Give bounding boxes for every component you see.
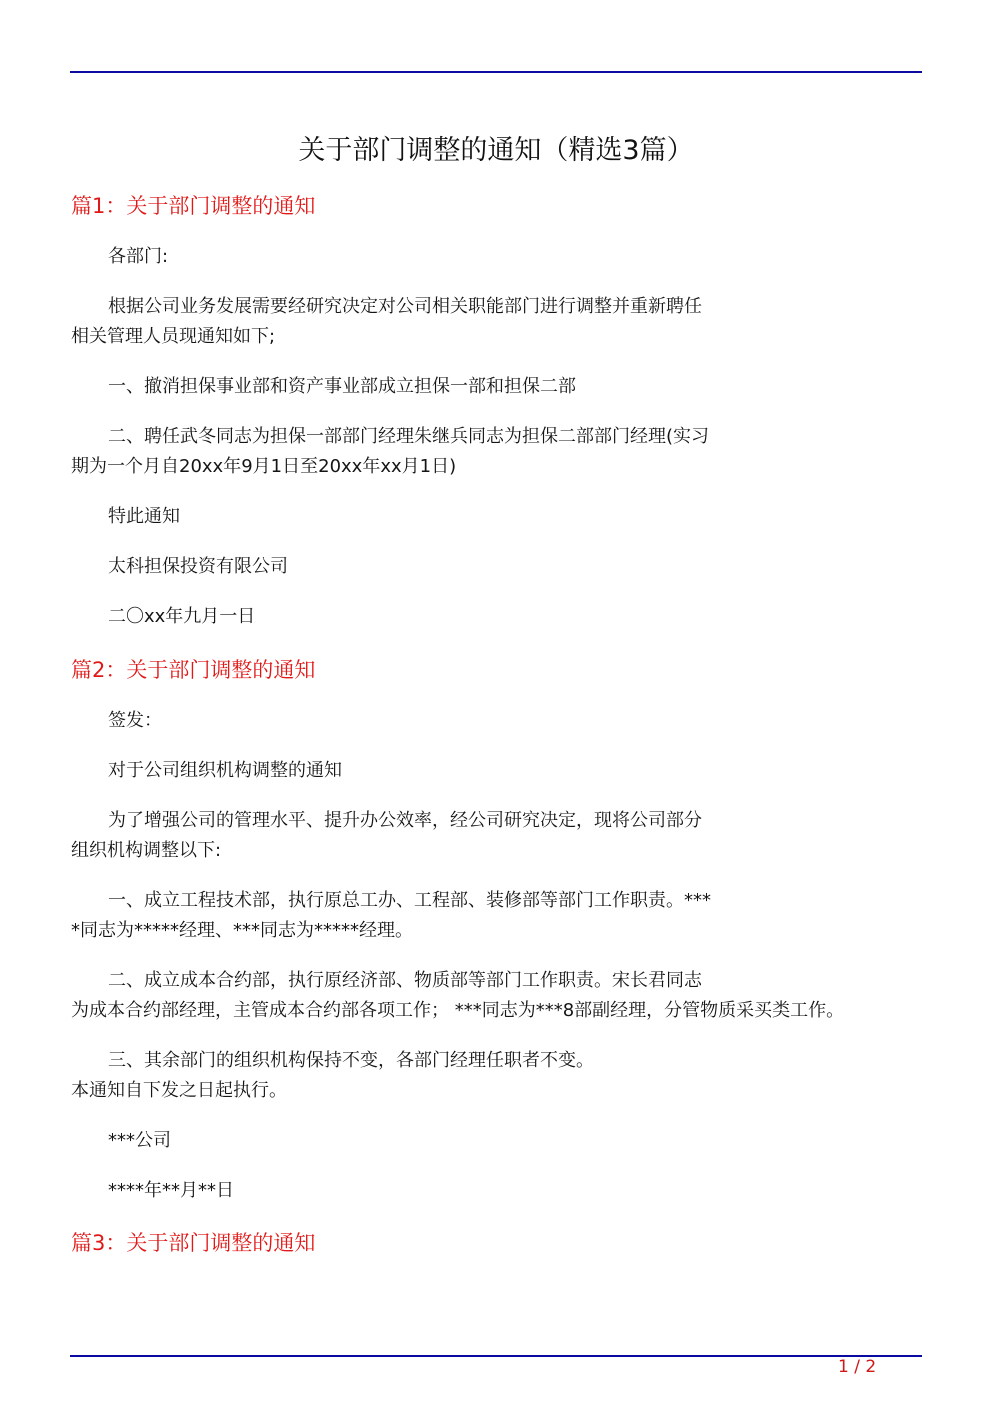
section-heading-1: 篇1：关于部门调整的通知 — [71, 194, 316, 218]
page-number: 1 / 2 — [838, 1357, 877, 1377]
signature-date: 二〇xx年九月一日 — [108, 606, 256, 627]
signature-date: ****年**月**日 — [108, 1180, 234, 1201]
paragraph: 根据公司业务发展需要经研究决定对公司相关职能部门进行调整并重新聘任 相关管理人员现通知如下; — [71, 296, 702, 347]
paragraph: 一、成立工程技术部，执行原总工办、工程部、装修部等部门工作职责。*** *同志为*****经理、***同志为*****经理。 — [71, 890, 711, 941]
paragraph: 特此通知 — [108, 506, 180, 527]
paragraph: 为了增强公司的管理水平、提升办公效率，经公司研究决定，现将公司部分 组织机构调整以下: — [71, 810, 702, 861]
paragraph: 二、聘任武冬同志为担保一部部门经理朱继兵同志为担保二部部门经理(实习 期为一个月自20xx年9月1日至20xx年xx月1日) — [71, 426, 710, 477]
signature-company: 太科担保投资有限公司 — [108, 556, 288, 577]
header-rule — [70, 71, 922, 73]
footer-rule — [70, 1355, 922, 1357]
section-heading-2: 篇2：关于部门调整的通知 — [71, 658, 316, 682]
paragraph: 二、成立成本合约部，执行原经济部、物质部等部门工作职责。宋长君同志 为成本合约部经理，主管成本合约部各项工作； ***同志为***8部副经理，分管物质采买类工作。 — [71, 970, 845, 1021]
paragraph: 一、撤消担保事业部和资产事业部成立担保一部和担保二部 — [108, 376, 576, 397]
paragraph: 对于公司组织机构调整的通知 — [108, 760, 342, 781]
paragraph: 各部门: — [108, 246, 169, 267]
paragraph: 签发： — [108, 710, 162, 731]
document-title: 关于部门调整的通知（精选3篇） — [298, 135, 694, 166]
paragraph: 三、其余部门的组织机构保持不变，各部门经理任职者不变。 本通知自下发之日起执行。 — [71, 1050, 594, 1101]
signature-company: ***公司 — [108, 1130, 171, 1151]
section-heading-3: 篇3：关于部门调整的通知 — [71, 1231, 316, 1255]
